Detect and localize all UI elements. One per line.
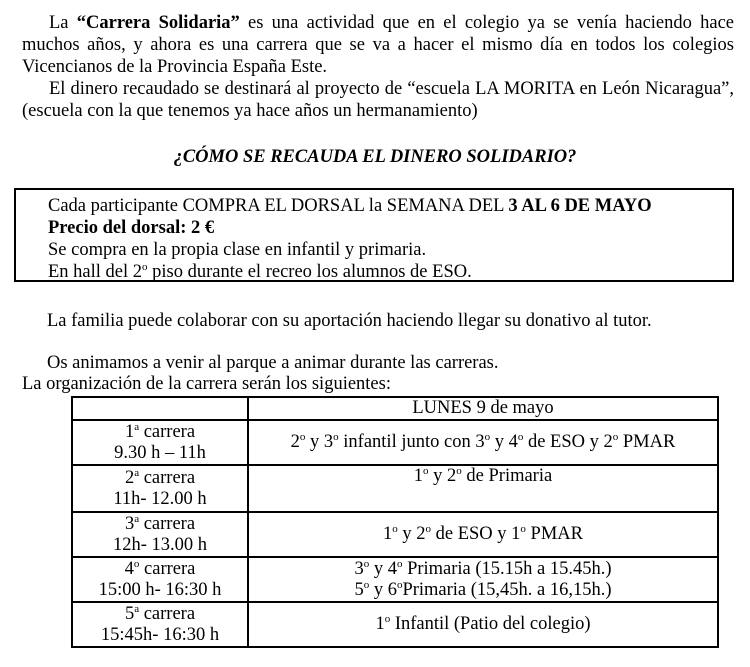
organization-paragraph: La organización de la carrera serán los siguientes: [22, 374, 391, 394]
race-cell [72, 512, 248, 557]
group-text: PMAR [525, 524, 583, 544]
box-line-3: Se compra en la propia clase en infantil y primaria. [48, 240, 427, 260]
group-line [249, 524, 717, 545]
race-number: 3 [124, 513, 135, 534]
race-groups [248, 602, 718, 647]
group-text: y 2 [428, 466, 457, 486]
ordinal-sup: o [456, 464, 462, 477]
schedule-row [72, 420, 718, 465]
group-line [249, 432, 717, 453]
schedule-row [72, 557, 718, 602]
box-line-2 [48, 217, 732, 239]
box-line-4-prefix: En hall del 2 [48, 262, 143, 282]
race-cell [72, 602, 248, 647]
race-label [73, 604, 247, 625]
box-line-4-rest: piso durante el recreo los alumnos de ESO. [147, 262, 472, 282]
intro-paragraph-2: El dinero recaudado se destinará al proyecto de “escuela LA MORITA en León Nicaragua”, (escuela con la que tenemos ya hace años un hermanamiento) [22, 79, 734, 121]
race-time: 9.30 h – 11h [114, 442, 206, 463]
box-line-4 [48, 261, 732, 283]
race-ordinal: a [134, 512, 140, 525]
race-groups [248, 420, 718, 465]
schedule-row [72, 512, 718, 557]
box-line-1-dates: 3 AL 6 DE MAYO [508, 196, 652, 216]
race-cell [72, 420, 248, 465]
ordinal-sup: o [520, 522, 526, 535]
section-heading: ¿CÓMO SE RECAUDA EL DINERO SOLIDARIO? [173, 147, 577, 167]
race-ordinal: a [134, 466, 140, 479]
race-word: carrera [139, 421, 196, 442]
ordinal-sup: o [396, 557, 403, 570]
race-groups [248, 512, 718, 557]
group-line [249, 614, 717, 635]
group-text: 1 [383, 524, 393, 544]
schedule-table [71, 396, 719, 648]
family-paragraph: La familia puede colaborar con su aportación haciendo llegar su donativo al tutor. [47, 311, 652, 331]
ordinal-sup: o [484, 430, 491, 443]
group-text: de ESO y 2 [523, 432, 613, 452]
box-line-1 [48, 195, 732, 217]
race-number: 4 [124, 558, 134, 579]
intro-p1-bold: “Carrera Solidaria” [76, 13, 240, 33]
group-text: y 2 [397, 524, 426, 544]
race-label [73, 559, 247, 580]
race-ordinal: a [134, 420, 140, 433]
ordinal-sup: o [363, 578, 370, 591]
schedule-row [72, 465, 718, 512]
race-time: 12h- 13.00 h [112, 534, 208, 555]
box-line-1-text: Cada participante COMPRA EL DORSAL la SEMANA DEL [48, 196, 509, 216]
race-label [73, 468, 247, 489]
race-ordinal: o [133, 557, 140, 570]
race-time: 15:00 h- 16:30 h [98, 579, 222, 600]
ordinal-sup: o [384, 612, 391, 625]
ordinal-sup: o [363, 557, 370, 570]
group-text: 1 [375, 614, 385, 634]
schedule-empty-header [72, 397, 248, 420]
group-text: PMAR [618, 432, 676, 452]
group-line [249, 580, 717, 601]
race-number: 2 [124, 467, 135, 488]
encourage-paragraph: Os animamos a venir al parque a animar durante las carreras. [47, 353, 499, 373]
group-text: y 6 [369, 579, 397, 600]
race-word: carrera [139, 467, 196, 488]
group-text: 1 [413, 466, 424, 486]
group-text: y 4 [490, 432, 518, 452]
race-word: carrera [139, 513, 196, 534]
group-text: de Primaria [461, 466, 553, 486]
race-number: 5 [124, 603, 135, 624]
ordinal-sup: o [396, 578, 403, 591]
race-groups [248, 465, 718, 512]
ordinal-sup: o [425, 522, 431, 535]
race-groups [248, 557, 718, 602]
race-time: 15:45h- 16:30 h [100, 624, 220, 645]
ordinal-sup: o [423, 464, 429, 477]
race-time: 11h- 12.00 h [113, 488, 207, 509]
group-text: Primaria (15.15h a 15.45h.) [402, 558, 612, 579]
group-text: 3 [354, 558, 364, 579]
race-word: carrera [139, 603, 196, 624]
box-line-4-sup: o [142, 260, 148, 273]
race-label [73, 422, 247, 443]
group-text: y 4 [369, 558, 397, 579]
ordinal-sup: o [612, 430, 619, 443]
purchase-info-box [14, 188, 734, 282]
intro-paragraph-1 [22, 12, 734, 78]
race-ordinal: a [134, 602, 140, 615]
race-cell [72, 557, 248, 602]
schedule-body [72, 420, 718, 647]
ordinal-sup: o [392, 522, 398, 535]
group-text: 5 [354, 579, 364, 600]
dorsal-price: Precio del dorsal: 2 € [48, 218, 215, 238]
intro-p1-prefix: La [49, 13, 77, 33]
group-text: de ESO y 1 [431, 524, 521, 544]
race-label [73, 514, 247, 535]
ordinal-sup: o [333, 430, 339, 443]
group-text: Infantil (Patio del colegio) [390, 614, 591, 634]
group-line [249, 559, 717, 580]
schedule-row [72, 602, 718, 647]
group-text: y 3 [305, 432, 334, 452]
race-number: 1 [124, 421, 135, 442]
group-line [249, 466, 717, 487]
race-cell [72, 465, 248, 512]
ordinal-sup: o [517, 430, 524, 443]
group-text: 2 [290, 432, 300, 452]
schedule-day-header: LUNES 9 de mayo [248, 397, 718, 420]
group-text: Primaria (15,45h. a 16,15h.) [402, 579, 612, 600]
schedule-header-row [72, 397, 718, 420]
ordinal-sup: o [299, 430, 306, 443]
intro-p1-rest: es una actividad que en el colegio ya se venía haciendo hace muchos años, y ahora es una carrera que se va a hacer el mismo día en todos los colegios Vicencianos de la Provincia España Este. [22, 13, 734, 77]
group-text: infantil junto con 3 [338, 432, 485, 452]
race-word: carrera [139, 558, 196, 579]
